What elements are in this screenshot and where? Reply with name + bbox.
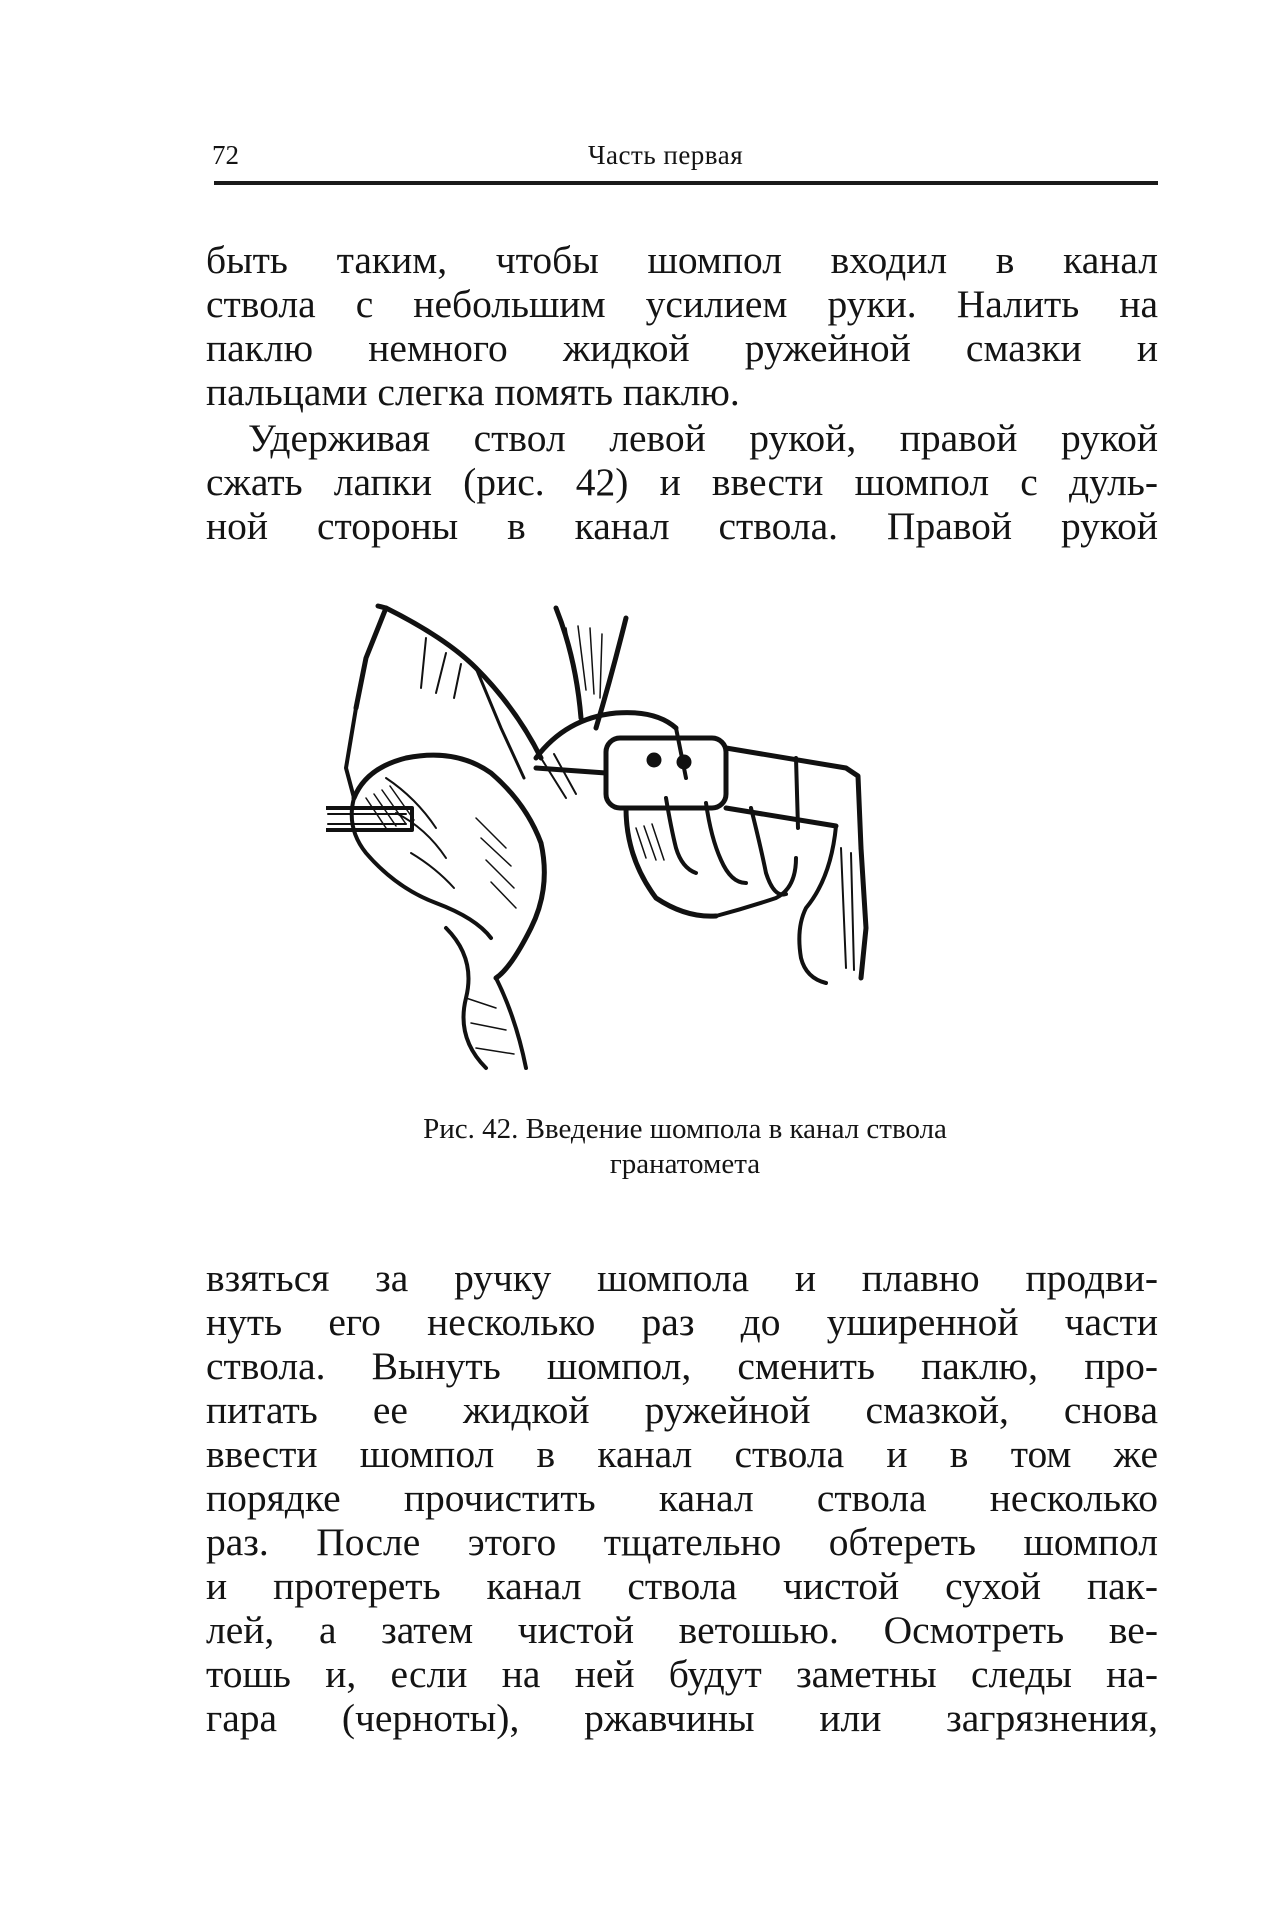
text-line: нуть его несколько раз до уширенной части (206, 1300, 1158, 1344)
text-line: Удерживая ствол левой рукой, правой рукой (248, 416, 1158, 460)
hands-ramrod-drawing (326, 598, 1046, 1078)
caption-line: гранатомета (609, 1148, 761, 1180)
figure-caption (290, 1112, 1080, 1182)
paragraph-1 (206, 238, 1158, 414)
text-line: тошь и, если на ней будут заметны следы на- (206, 1652, 1158, 1696)
text-line: быть таким, чтобы шомпол входил в канал (206, 238, 1158, 282)
text-line: ствола с небольшим усилием руки. Налить на (206, 282, 1158, 326)
page-number: 72 (212, 140, 239, 170)
text-line: ствола. Вынуть шомпол, сменить паклю, про- (206, 1344, 1158, 1388)
text-line: взяться за ручку шомпола и плавно продви- (206, 1256, 1158, 1300)
text-line: лей, а затем чистой ветошью. Осмотреть ве- (206, 1608, 1158, 1652)
text-line: пальцами слегка помять паклю. (206, 370, 740, 414)
text-line: раз. После этого тщательно обтереть шомпол (206, 1520, 1158, 1564)
text-line: ной стороны в канал ствола. Правой рукой (206, 504, 1158, 548)
paragraph-2 (206, 416, 1158, 548)
paragraph-3 (206, 1256, 1158, 1740)
text-line: порядке прочистить канал ствола несколько (206, 1476, 1158, 1520)
text-line: паклю немного жидкой ружейной смазки и (206, 326, 1158, 370)
figure-42-illustration (326, 598, 1046, 1078)
page-header (208, 138, 1156, 178)
text-line: сжать лапки (рис. 42) и ввести шомпол с дуль- (206, 460, 1158, 504)
caption-line: Рис. 42. Введение шомпола в канал ствола (423, 1113, 947, 1145)
text-line: и протереть канал ствола чистой сухой пак- (206, 1564, 1158, 1608)
text-line: гара (черноты), ржавчины или загрязнения, (206, 1696, 1158, 1740)
running-title: Часть первая (588, 140, 744, 170)
text-line: питать ее жидкой ружейной смазкой, снова (206, 1388, 1158, 1432)
text-line: ввести шомпол в канал ствола и в том же (206, 1432, 1158, 1476)
header-rule (214, 181, 1158, 185)
